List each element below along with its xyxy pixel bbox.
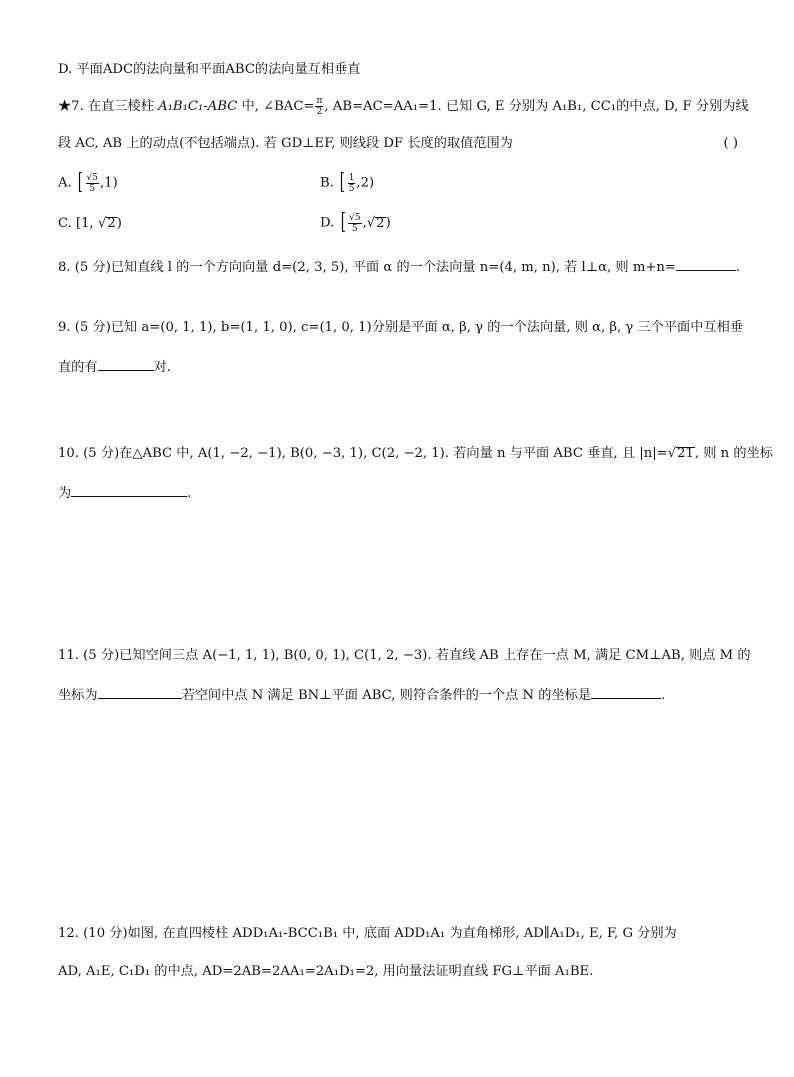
option-c-label: C. xyxy=(58,216,72,231)
q7-frac-num: π xyxy=(316,96,323,106)
q10-text-a: 10. (5 分)在△ABC 中, A(1, −2, −1), B(0, −3, 1), C(2, −2, 1). 若向量 n 与平面 ABC 垂直, 且 |n|= xyxy=(58,446,668,461)
option-b-num: 1 xyxy=(348,172,355,183)
star-icon: ★7. xyxy=(58,99,84,114)
q7-text-b: 中, ∠BAC= xyxy=(241,99,315,114)
q10-text-c: 为 xyxy=(58,486,72,501)
sqrt-icon: √ xyxy=(667,446,677,461)
q9-text-b: 对. xyxy=(153,360,171,375)
q8-answer-blank[interactable] xyxy=(676,256,736,271)
left-bracket-icon: [ xyxy=(340,210,346,235)
q12-line-1: 12. (10 分)如图, 在直四棱柱 ADD₁A₁-BCC₁B₁ 中, 底面 ADD₁A₁ 为直角梯形, AD∥A₁D₁, E, F, G 分别为 xyxy=(58,926,677,941)
q7-option-c xyxy=(58,214,122,234)
option-c-tail: ) xyxy=(116,216,122,231)
q11-end: . xyxy=(661,688,666,703)
option-d-label: D. xyxy=(320,215,335,231)
q7-line-2 xyxy=(58,134,738,154)
option-c-text: [1, xyxy=(76,216,98,231)
option-d-sqrt: 2 xyxy=(376,215,385,231)
q7-option-d: D. [ $\frac{√5}{5}$ ,√2) xyxy=(320,210,391,235)
q8-text: 8. (5 分)已知直线 l 的一个方向向量 d=(2, 3, 5), 平面 α 的一个法向量 n=(4, m, n), 若 l⊥α, 则 m+n= xyxy=(58,260,676,275)
q7-angle-fraction xyxy=(315,96,323,117)
q10-line-1 xyxy=(58,444,773,464)
option-c-sqrt: 2 xyxy=(107,216,116,231)
q9-line-2 xyxy=(58,356,171,378)
q11-text-a: 坐标为 xyxy=(58,688,98,703)
q11-line-1: 11. (5 分)已知空间三点 A(−1, 1, 1), B(0, 0, 1), C(1, 2, −3). 若直线 AB 上存在一点 M, 满足 CM⊥AB, 则点 M 的 xyxy=(58,648,751,663)
q8-end: . xyxy=(735,260,741,275)
q10-end: . xyxy=(187,486,192,501)
option-a-label: A. xyxy=(58,175,72,191)
q7-option-a xyxy=(58,172,118,194)
option-a-tail: ,1) xyxy=(99,175,118,191)
option-d-num: √5 xyxy=(349,212,361,223)
q12-line-2: AD, A₁E, C₁D₁ 的中点, AD=2AB=2AA₁=2A₁D₁=2, 用向量法证明直线 FG⊥平面 A₁BE. xyxy=(58,964,594,979)
q7-text-line2: 段 AC, AB 上的动点(不包括端点). 若 GD⊥EF, 则线段 DF 长度的取值范围为 xyxy=(58,136,513,151)
option-a-fraction xyxy=(86,173,99,194)
q11-text-b: 若空间中点 N 满足 BN⊥平面 ABC, 则符合条件的一个点 N 的坐标是 xyxy=(181,688,592,703)
q11-line-2 xyxy=(58,684,665,706)
option-d-den: 5 xyxy=(351,223,358,234)
q11-answer-blank-m[interactable] xyxy=(98,684,182,699)
option-d-tail: ) xyxy=(385,215,391,231)
q11-answer-blank-n[interactable] xyxy=(591,684,661,699)
option-b-fraction xyxy=(348,173,356,194)
q7-text-c: , AB=AC=AA₁=1. 已知 G, E 分别为 A₁B₁, CC₁的中点, D, F 分别为线 xyxy=(324,99,749,114)
q10-line-2 xyxy=(58,482,191,504)
q7-line-1 xyxy=(58,96,749,117)
left-bracket-icon: [ xyxy=(77,170,83,195)
sqrt-icon: √ xyxy=(97,216,107,231)
q10-text-b: , 则 n 的坐标 xyxy=(694,446,773,461)
q9-line-1: 9. (5 分)已知 a=(0, 1, 1), b=(1, 1, 0), c=(1, 0, 1)分别是平面 α, β, γ 的一个法向量, 则 α, β, γ 三个平面中互相垂 xyxy=(58,320,743,335)
option-b-label: B. xyxy=(320,175,334,191)
q10-answer-blank[interactable] xyxy=(71,482,187,497)
q8-line xyxy=(58,256,740,278)
option-b-tail: ,2) xyxy=(356,175,375,191)
q7-frac-den: 2 xyxy=(316,107,323,117)
q7-option-b xyxy=(320,172,374,194)
option-d-fraction xyxy=(348,213,361,234)
q6-option-d: D. 平面ADC的法向量和平面ABC的法向量互相垂直 xyxy=(58,62,361,77)
q7-text-a: 在直三棱柱 xyxy=(87,99,154,114)
q9-text-a: 直的有 xyxy=(58,360,98,375)
q7-prism: A₁B₁C₁-ABC xyxy=(158,99,238,114)
option-b-den: 5 xyxy=(348,183,355,194)
option-a-num: √5 xyxy=(86,172,98,183)
left-bracket-icon: [ xyxy=(339,170,345,195)
answer-paren: ( ) xyxy=(723,136,738,151)
sqrt-icon: √ xyxy=(366,215,376,231)
q10-sqrt: 21 xyxy=(677,446,694,461)
option-a-den: 5 xyxy=(89,183,96,194)
q9-answer-blank[interactable] xyxy=(98,356,154,371)
